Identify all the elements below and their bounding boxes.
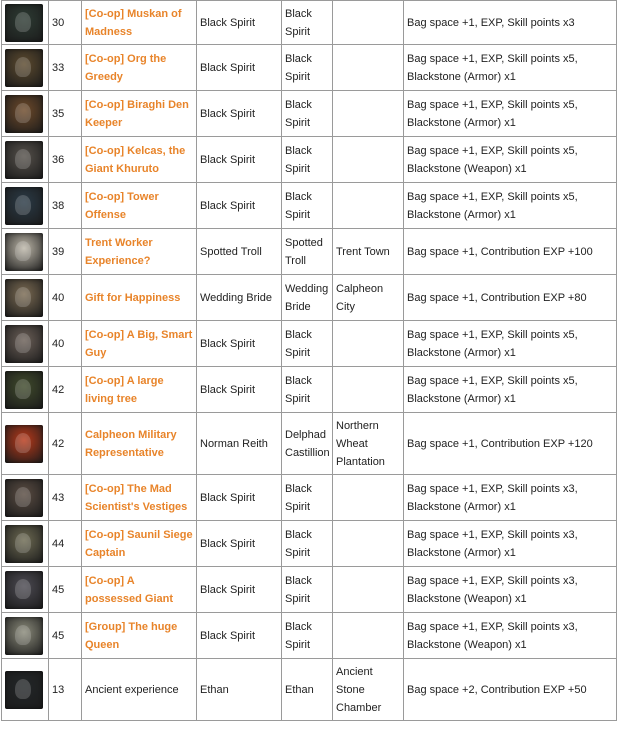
giver-cell: Black Spirit bbox=[197, 91, 282, 137]
giver-cell: Black Spirit bbox=[197, 475, 282, 521]
reward-cell: Bag space +1, EXP, Skill points x3 bbox=[404, 1, 617, 45]
level-cell: 39 bbox=[49, 229, 82, 275]
reward-cell: Bag space +1, EXP, Skill points x3, Blackstone (Armor) x1 bbox=[404, 521, 617, 567]
npc-cell: Black Spirit bbox=[282, 45, 333, 91]
npc-cell: Ethan bbox=[282, 659, 333, 721]
location-cell: Ancient Stone Chamber bbox=[333, 659, 404, 721]
reward-cell: Bag space +1, Contribution EXP +80 bbox=[404, 275, 617, 321]
quest-name-cell bbox=[82, 475, 197, 521]
queen-portrait-icon bbox=[5, 617, 43, 655]
level-cell: 30 bbox=[49, 1, 82, 45]
table-row bbox=[2, 475, 617, 521]
quest-name-link[interactable]: [Co-op] A large living tree bbox=[85, 374, 164, 405]
tower-portrait-icon bbox=[5, 187, 43, 225]
location-cell: Calpheon City bbox=[333, 275, 404, 321]
quest-thumbnail-cell bbox=[2, 45, 49, 91]
level-cell: 40 bbox=[49, 321, 82, 367]
table-row bbox=[2, 1, 617, 45]
npc-cell: Black Spirit bbox=[282, 567, 333, 613]
table-row bbox=[2, 275, 617, 321]
npc-cell: Black Spirit bbox=[282, 521, 333, 567]
giver-cell: Norman Reith bbox=[197, 413, 282, 475]
table-row bbox=[2, 137, 617, 183]
giver-cell: Wedding Bride bbox=[197, 275, 282, 321]
giver-cell: Spotted Troll bbox=[197, 229, 282, 275]
quest-thumbnail-cell bbox=[2, 413, 49, 475]
npc-cell: Wedding Bride bbox=[282, 275, 333, 321]
location-cell bbox=[333, 567, 404, 613]
bride-portrait-icon bbox=[5, 279, 43, 317]
quest-thumbnail-cell bbox=[2, 521, 49, 567]
quest-name-cell bbox=[82, 321, 197, 367]
quest-name-cell bbox=[82, 229, 197, 275]
npc-cell: Black Spirit bbox=[282, 321, 333, 367]
tree-portrait-icon bbox=[5, 371, 43, 409]
quest-name-link[interactable]: [Co-op] The Mad Scientist's Vestiges bbox=[85, 482, 188, 513]
giver-cell: Black Spirit bbox=[197, 321, 282, 367]
giver-cell: Black Spirit bbox=[197, 521, 282, 567]
giver-cell: Ethan bbox=[197, 659, 282, 721]
military-portrait-icon bbox=[5, 425, 43, 463]
scientist-portrait-icon bbox=[5, 479, 43, 517]
quest-name-cell bbox=[82, 137, 197, 183]
table-row bbox=[2, 229, 617, 275]
reward-cell: Bag space +1, Contribution EXP +120 bbox=[404, 413, 617, 475]
quest-name-cell bbox=[82, 45, 197, 91]
quest-thumbnail-cell bbox=[2, 229, 49, 275]
quest-thumbnail-cell bbox=[2, 275, 49, 321]
quest-name-link[interactable]: [Co-op] A Big, Smart Guy bbox=[85, 328, 193, 359]
giver-cell: Black Spirit bbox=[197, 613, 282, 659]
quest-name-cell bbox=[82, 613, 197, 659]
location-cell: Trent Town bbox=[333, 229, 404, 275]
reward-cell: Bag space +1, EXP, Skill points x5, Blackstone (Armor) x1 bbox=[404, 183, 617, 229]
level-cell: 45 bbox=[49, 613, 82, 659]
reward-cell: Bag space +1, EXP, Skill points x5, Blackstone (Weapon) x1 bbox=[404, 137, 617, 183]
kelcas-portrait-icon bbox=[5, 141, 43, 179]
npc-cell: Black Spirit bbox=[282, 475, 333, 521]
location-cell bbox=[333, 613, 404, 659]
npc-cell: Black Spirit bbox=[282, 137, 333, 183]
npc-cell: Black Spirit bbox=[282, 91, 333, 137]
table-row bbox=[2, 45, 617, 91]
npc-cell: Black Spirit bbox=[282, 1, 333, 45]
level-cell: 36 bbox=[49, 137, 82, 183]
level-cell: 13 bbox=[49, 659, 82, 721]
giant-portrait-icon bbox=[5, 571, 43, 609]
npc-cell: Spotted Troll bbox=[282, 229, 333, 275]
npc-cell: Black Spirit bbox=[282, 367, 333, 413]
smart-guy-portrait-icon bbox=[5, 325, 43, 363]
table-row bbox=[2, 91, 617, 137]
quest-name-link[interactable]: Gift for Happiness bbox=[85, 291, 181, 304]
quest-thumbnail-cell bbox=[2, 91, 49, 137]
table-row bbox=[2, 659, 617, 721]
npc-cell: Black Spirit bbox=[282, 183, 333, 229]
location-cell bbox=[333, 367, 404, 413]
table-row bbox=[2, 367, 617, 413]
quest-thumbnail-cell bbox=[2, 367, 49, 413]
quest-thumbnail-cell bbox=[2, 137, 49, 183]
quest-table bbox=[1, 0, 617, 721]
log-item-icon bbox=[5, 233, 43, 271]
saunil-portrait-icon bbox=[5, 525, 43, 563]
reward-cell: Bag space +1, EXP, Skill points x3, Blackstone (Weapon) x1 bbox=[404, 613, 617, 659]
level-cell: 43 bbox=[49, 475, 82, 521]
quest-name-link[interactable]: Trent Worker Experience? bbox=[85, 236, 153, 267]
location-cell bbox=[333, 521, 404, 567]
biraghi-portrait-icon bbox=[5, 95, 43, 133]
org-portrait-icon bbox=[5, 49, 43, 87]
reward-cell: Bag space +1, EXP, Skill points x3, Blackstone (Armor) x1 bbox=[404, 475, 617, 521]
location-cell: Northern Wheat Plantation bbox=[333, 413, 404, 475]
location-cell bbox=[333, 45, 404, 91]
quest-name-link: Ancient experience bbox=[85, 683, 179, 696]
level-cell: 44 bbox=[49, 521, 82, 567]
quest-name-cell bbox=[82, 275, 197, 321]
npc-cell: Black Spirit bbox=[282, 613, 333, 659]
quest-thumbnail-cell bbox=[2, 567, 49, 613]
location-cell bbox=[333, 91, 404, 137]
giver-cell: Black Spirit bbox=[197, 567, 282, 613]
quest-name-cell bbox=[82, 91, 197, 137]
quest-name-link[interactable]: [Co-op] Tower Offense bbox=[85, 190, 159, 221]
giver-cell: Black Spirit bbox=[197, 183, 282, 229]
reward-cell: Bag space +1, Contribution EXP +100 bbox=[404, 229, 617, 275]
quest-name-cell bbox=[82, 567, 197, 613]
quest-thumbnail-cell bbox=[2, 659, 49, 721]
level-cell: 35 bbox=[49, 91, 82, 137]
level-cell: 40 bbox=[49, 275, 82, 321]
location-cell bbox=[333, 137, 404, 183]
quest-name-cell bbox=[82, 183, 197, 229]
quest-thumbnail-cell bbox=[2, 183, 49, 229]
quest-thumbnail-cell bbox=[2, 613, 49, 659]
quest-table-body bbox=[2, 1, 617, 721]
table-row bbox=[2, 567, 617, 613]
quest-thumbnail-cell bbox=[2, 1, 49, 45]
quest-thumbnail-cell bbox=[2, 321, 49, 367]
table-row bbox=[2, 321, 617, 367]
reward-cell: Bag space +1, EXP, Skill points x5, Blackstone (Armor) x1 bbox=[404, 367, 617, 413]
quest-name-link[interactable]: [Co-op] A possessed Giant bbox=[85, 574, 174, 605]
quest-name-cell bbox=[82, 413, 197, 475]
quest-name-link[interactable]: [Co-op] Muskan of Madness bbox=[85, 7, 182, 38]
quest-name-cell bbox=[82, 521, 197, 567]
quest-thumbnail-cell bbox=[2, 475, 49, 521]
location-cell bbox=[333, 475, 404, 521]
reward-cell: Bag space +1, EXP, Skill points x5, Blackstone (Armor) x1 bbox=[404, 321, 617, 367]
level-cell: 38 bbox=[49, 183, 82, 229]
quest-name-link[interactable]: [Co-op] Kelcas, the Giant Khuruto bbox=[85, 144, 186, 175]
muskan-portrait-icon bbox=[5, 4, 43, 42]
giver-cell: Black Spirit bbox=[197, 45, 282, 91]
location-cell bbox=[333, 1, 404, 45]
giver-cell: Black Spirit bbox=[197, 1, 282, 45]
giver-cell: Black Spirit bbox=[197, 137, 282, 183]
level-cell: 42 bbox=[49, 413, 82, 475]
level-cell: 33 bbox=[49, 45, 82, 91]
table-row bbox=[2, 613, 617, 659]
table-row bbox=[2, 521, 617, 567]
location-cell bbox=[333, 321, 404, 367]
ancient-portrait-icon bbox=[5, 671, 43, 709]
table-row bbox=[2, 413, 617, 475]
level-cell: 42 bbox=[49, 367, 82, 413]
quest-name-link[interactable]: [Co-op] Saunil Siege Captain bbox=[85, 528, 193, 559]
location-cell bbox=[333, 183, 404, 229]
quest-name-cell bbox=[82, 367, 197, 413]
reward-cell: Bag space +1, EXP, Skill points x5, Blackstone (Armor) x1 bbox=[404, 91, 617, 137]
quest-name-link[interactable]: [Group] The huge Queen bbox=[85, 620, 178, 651]
giver-cell: Black Spirit bbox=[197, 367, 282, 413]
quest-name-link[interactable]: [Co-op] Biraghi Den Keeper bbox=[85, 98, 189, 129]
reward-cell: Bag space +1, EXP, Skill points x5, Blackstone (Armor) x1 bbox=[404, 45, 617, 91]
npc-cell: Delphad Castillion bbox=[282, 413, 333, 475]
quest-name-cell bbox=[82, 659, 197, 721]
quest-name-cell bbox=[82, 1, 197, 45]
reward-cell: Bag space +2, Contribution EXP +50 bbox=[404, 659, 617, 721]
table-row bbox=[2, 183, 617, 229]
level-cell: 45 bbox=[49, 567, 82, 613]
quest-name-link[interactable]: [Co-op] Org the Greedy bbox=[85, 52, 167, 83]
quest-name-link[interactable]: Calpheon Military Representative bbox=[85, 428, 177, 459]
reward-cell: Bag space +1, EXP, Skill points x3, Blackstone (Weapon) x1 bbox=[404, 567, 617, 613]
